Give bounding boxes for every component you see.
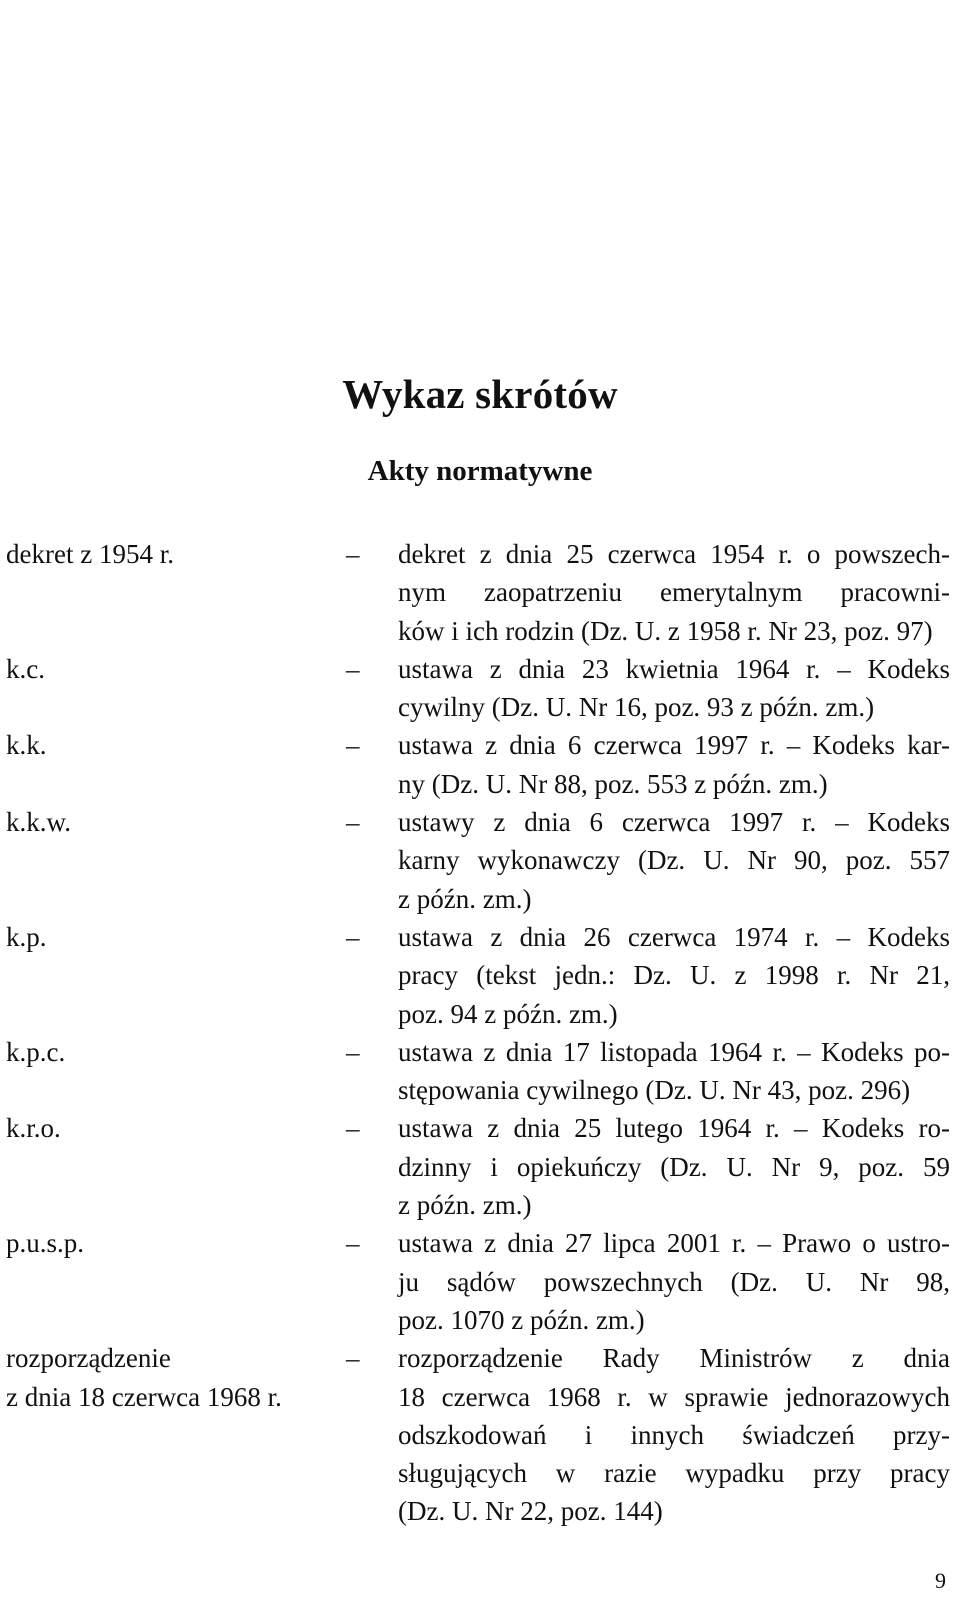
abbreviation-term-line: k.k. [6,730,47,761]
definition-line: z późn. zm.) [398,1190,532,1221]
abbreviation-definition [398,803,950,918]
entry-dash: – [346,921,360,952]
abbreviation-term-line: k.p.c. [6,1036,66,1067]
abbreviation-entry [6,918,950,1033]
abbreviation-term [6,1109,346,1147]
abbreviation-term-line: z dnia 18 czerwca 1968 r. [6,1381,282,1412]
abbreviation-definition [398,726,950,803]
definition-line: odszkodowań i innych świadczeń przy- [398,1419,950,1450]
definition-line: sługujących w razie wypadku przy pracy [398,1458,950,1489]
entry-dash: – [346,807,360,838]
definition-line: ustawa z dnia 26 czerwca 1974 r. – Kodeks [398,921,950,952]
abbreviation-term-line: k.r.o. [6,1113,61,1144]
abbreviation-term-line: k.c. [6,653,45,684]
definition-line: ustawa z dnia 25 lutego 1964 r. – Kodeks ro- [398,1113,950,1144]
abbreviation-term [6,650,346,688]
abbreviation-definition [398,535,950,650]
definition-line: ustawa z dnia 17 listopada 1964 r. – Kodeks po- [398,1036,950,1067]
abbreviation-term [6,1033,346,1071]
definition-line: stępowania cywilnego (Dz. U. Nr 43, poz. 296) [398,1075,911,1106]
abbreviation-term-line: dekret z 1954 r. [6,539,174,569]
abbreviation-term-line: k.p. [6,921,47,952]
abbreviation-term-line: k.k.w. [6,807,71,838]
abbreviation-entry [6,726,950,803]
entry-dash: – [346,1036,360,1067]
definition-line: pracy (tekst jedn.: Dz. U. z 1998 r. Nr 21, [398,960,950,991]
abbreviation-entry [6,1224,950,1339]
definition-line: ustawa z dnia 6 czerwca 1997 r. – Kodeks kar- [398,730,950,761]
abbreviation-term [6,1339,346,1416]
abbreviation-term-line: rozporządzenie [6,1343,171,1374]
definition-line: dzinny i opiekuńczy (Dz. U. Nr 9, poz. 59 [398,1151,950,1182]
abbreviation-term [6,1224,346,1262]
definition-line: rozporządzenie Rady Ministrów z dnia [398,1343,950,1374]
entry-dash: – [346,539,360,569]
entry-dash: – [346,653,360,684]
definition-line: 18 czerwca 1968 r. w sprawie jednorazowych [398,1381,950,1412]
abbreviation-term [6,918,346,956]
definition-line: poz. 1070 z późn. zm.) [398,1304,645,1335]
abbreviation-term-line: p.u.s.p. [6,1228,85,1259]
abbreviation-entry [6,1109,950,1224]
definition-line: ustawa z dnia 27 lipca 2001 r. – Prawo o ustro- [398,1228,950,1259]
abbreviation-definition [398,1224,950,1339]
page-number: 9 [935,1568,946,1593]
definition-line: ustawa z dnia 23 kwietnia 1964 r. – Kodeks [398,653,950,684]
abbreviation-definition [398,1109,950,1224]
definition-line: karny wykonawczy (Dz. U. Nr 90, poz. 557 [398,845,950,876]
page-title: Wykaz skrótów [342,371,618,417]
abbreviation-list [6,535,950,1531]
definition-line: ju sądów powszechnych (Dz. U. Nr 98, [398,1266,950,1297]
section-heading: Akty normatywne [367,455,593,487]
abbreviation-definition [398,1339,950,1530]
abbreviation-term [6,535,346,573]
abbreviation-entry [6,803,950,918]
definition-line: cywilny (Dz. U. Nr 16, poz. 93 z późn. zm.) [398,692,875,723]
abbreviation-definition [398,918,950,1033]
definition-line: ustawy z dnia 6 czerwca 1997 r. – Kodeks [398,807,950,838]
definition-line: (Dz. U. Nr 22, poz. 144) [398,1496,663,1527]
entry-dash: – [346,1113,360,1144]
definition-line: dekret z dnia 25 czerwca 1954 r. o powszech- [398,539,950,569]
definition-line: ny (Dz. U. Nr 88, poz. 553 z późn. zm.) [398,768,828,799]
entry-dash: – [346,1343,360,1374]
abbreviation-term [6,803,346,841]
definition-line: ków i ich rodzin (Dz. U. z 1958 r. Nr 23, poz. 97) [398,615,933,646]
definition-line: poz. 94 z późn. zm.) [398,998,618,1029]
abbreviation-definition [398,1033,950,1110]
abbreviation-entry [6,650,950,727]
entry-dash: – [346,730,360,761]
definition-line: nym zaopatrzeniu emerytalnym pracowni- [398,577,950,608]
entry-dash: – [346,1228,360,1259]
abbreviation-term [6,726,346,764]
abbreviation-entry [6,1339,950,1530]
definition-line: z późn. zm.) [398,883,532,914]
abbreviation-entry [6,1033,950,1110]
abbreviation-definition [398,650,950,727]
abbreviation-entry [6,535,950,650]
